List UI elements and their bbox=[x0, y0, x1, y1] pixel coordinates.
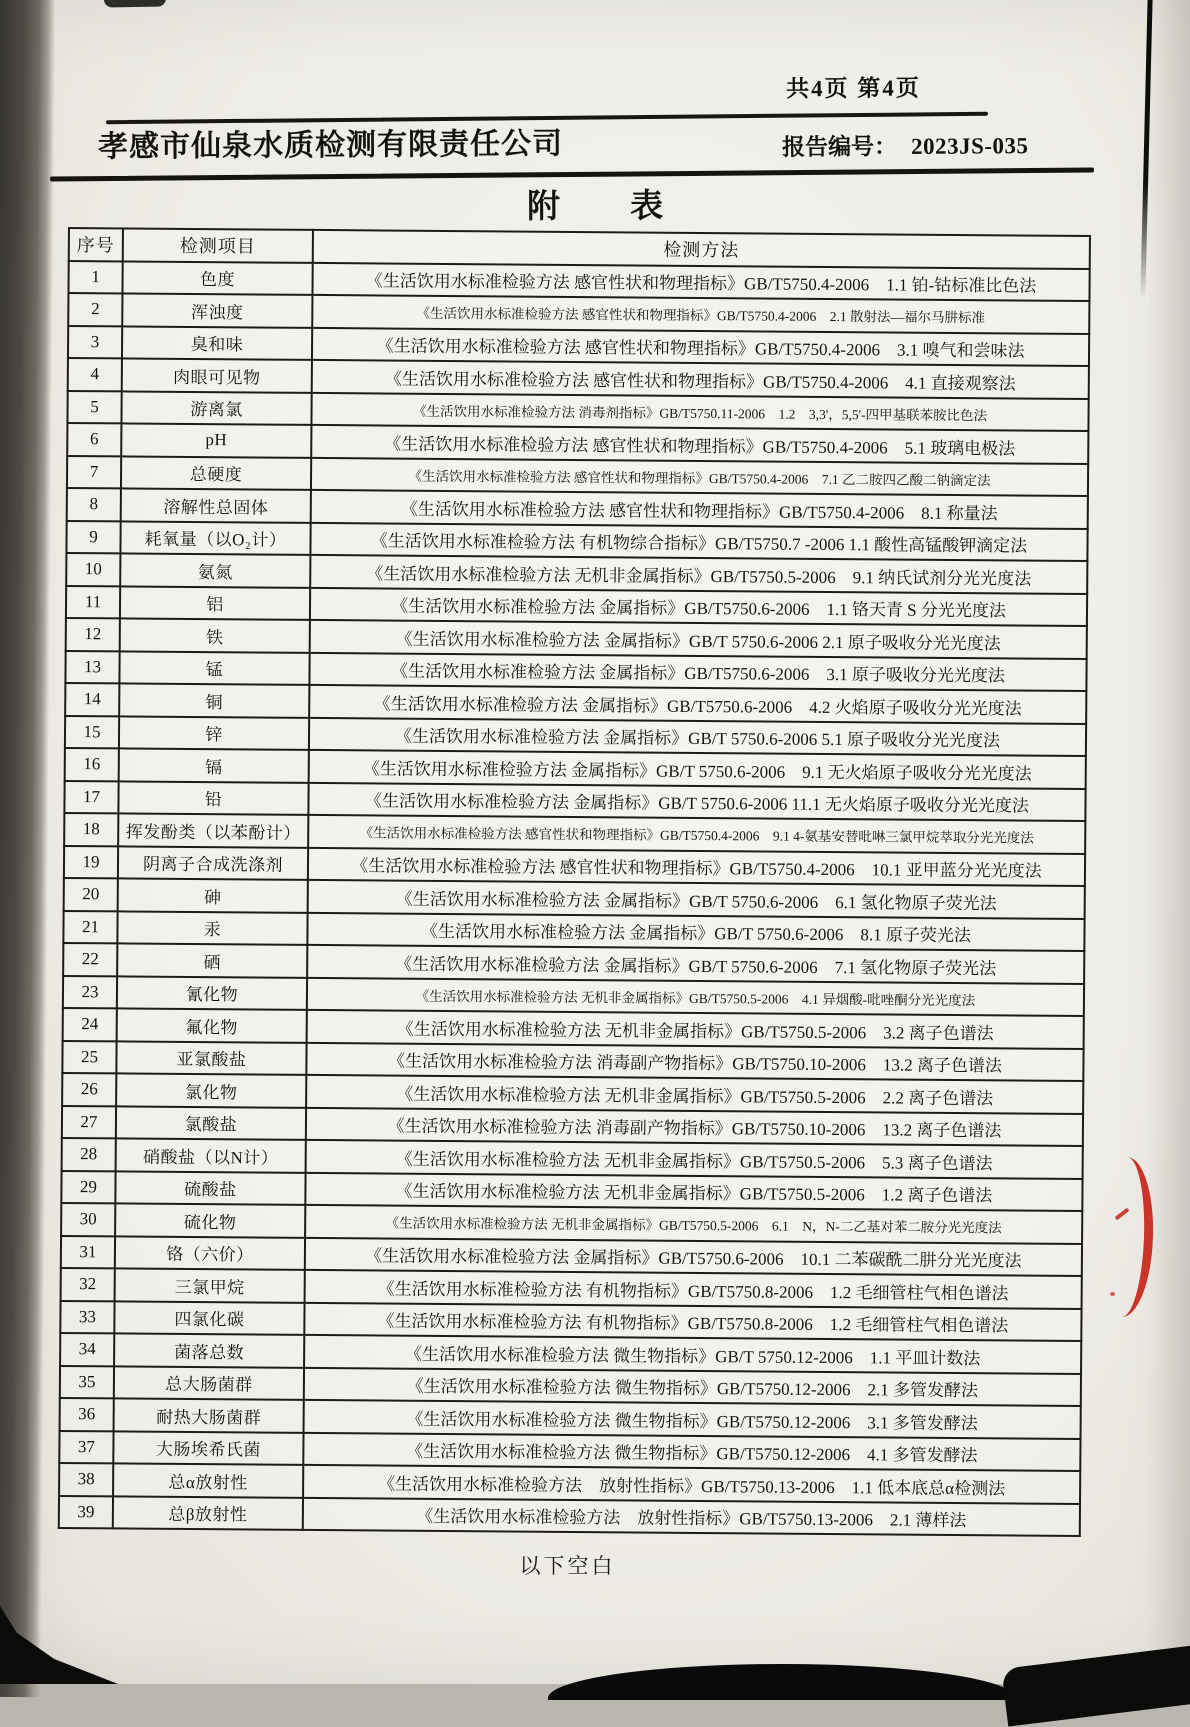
row-item: 铅 bbox=[118, 781, 308, 815]
row-item: 色度 bbox=[122, 261, 312, 295]
column-header-method: 检测方法 bbox=[313, 230, 1090, 269]
row-method: 《生活饮用水标准检验方法 消毒剂指标》GB/T5750.11-2006 1.2 3,3'，5,5'-四甲基联苯胺比色法 bbox=[311, 392, 1088, 431]
row-item: 菌落总数 bbox=[114, 1333, 304, 1367]
red-ink-dot bbox=[1110, 1292, 1115, 1296]
row-number: 6 bbox=[67, 423, 121, 456]
row-method: 《生活饮用水标准检验方法 放射性指标》GB/T5750.13-2006 2.1 薄样法 bbox=[303, 1497, 1080, 1536]
row-item: 硝酸盐（以N计） bbox=[116, 1138, 306, 1172]
row-item: 三氯甲烷 bbox=[115, 1268, 305, 1302]
row-method: 《生活饮用水标准检验方法 有机物指标》GB/T5750.8-2006 1.2 毛细管柱气相色谱法 bbox=[304, 1302, 1081, 1341]
row-method: 《生活饮用水标准检验方法 感官性状和物理指标》GB/T5750.4-2006 8.1 称量法 bbox=[311, 490, 1088, 529]
row-number: 28 bbox=[62, 1138, 116, 1171]
row-item: 铬（六价） bbox=[115, 1236, 305, 1270]
row-method: 《生活饮用水标准检验方法 无机非金属指标》GB/T5750.5-2006 9.1 纳氏试剂分光光度法 bbox=[310, 555, 1087, 594]
row-item: 氨氮 bbox=[120, 553, 310, 587]
row-number: 24 bbox=[63, 1008, 117, 1041]
row-method: 《生活饮用水标准检验方法 感官性状和物理指标》GB/T5750.4-2006 2.1 散射法—福尔马肼标准 bbox=[312, 295, 1089, 334]
row-method: 《生活饮用水标准检验方法 微生物指标》GB/T5750.12-2006 2.1 多管发酵法 bbox=[304, 1367, 1081, 1406]
row-item: 硒 bbox=[117, 943, 307, 977]
row-item: 耐热大肠菌群 bbox=[114, 1398, 304, 1432]
row-method: 《生活饮用水标准检验方法 感官性状和物理指标》GB/T5750.4-2006 4.1 直接观察法 bbox=[312, 360, 1089, 399]
row-method: 《生活饮用水标准检验方法 无机非金属指标》GB/T5750.5-2006 6.1 N，N-二乙基对苯二胺分光光度法 bbox=[305, 1205, 1082, 1244]
page-title: 附表 bbox=[526, 188, 734, 226]
row-method: 《生活饮用水标准检验方法 感官性状和物理指标》GB/T5750.4-2006 9.1 4-氨基安替吡啉三氯甲烷萃取分光光度法 bbox=[308, 815, 1085, 854]
row-number: 3 bbox=[68, 326, 122, 359]
row-number: 23 bbox=[63, 975, 117, 1008]
row-number: 34 bbox=[60, 1333, 114, 1366]
row-item: 铜 bbox=[119, 683, 309, 717]
row-method: 《生活饮用水标准检验方法 金属指标》GB/T5750.6-2006 3.1 原子吸收分光光度法 bbox=[309, 652, 1086, 691]
row-item: 砷 bbox=[118, 878, 308, 912]
row-method: 《生活饮用水标准检验方法 金属指标》GB/T 5750.6-2006 8.1 原子荧光法 bbox=[307, 912, 1084, 951]
footer-blank-note: 以下空白 bbox=[519, 1554, 616, 1578]
row-item: 四氯化碳 bbox=[114, 1301, 304, 1335]
row-number: 25 bbox=[62, 1040, 116, 1073]
row-method: 《生活饮用水标准检验方法 有机物指标》GB/T5750.8-2006 1.2 毛细管柱气相色谱法 bbox=[305, 1270, 1082, 1309]
row-item: 肉眼可见物 bbox=[122, 358, 312, 392]
row-item: 铁 bbox=[120, 618, 310, 652]
row-number: 10 bbox=[66, 553, 120, 586]
row-method: 《生活饮用水标准检验方法 金属指标》GB/T5750.6-2006 1.1 铬天青 S 分光光度法 bbox=[310, 587, 1087, 626]
methods-table-wrapper bbox=[58, 227, 1091, 1537]
methods-table bbox=[58, 227, 1091, 1537]
row-number: 18 bbox=[64, 813, 118, 846]
row-item: 挥发酚类（以苯酚计） bbox=[118, 813, 308, 847]
row-method: 《生活饮用水标准检验方法 金属指标》GB/T 5750.6-2006 11.1 无火焰原子吸收分光光度法 bbox=[308, 782, 1085, 821]
report-number-value: 2023JS-035 bbox=[910, 133, 1029, 159]
row-item: 硫酸盐 bbox=[115, 1171, 305, 1205]
row-number: 7 bbox=[67, 456, 121, 489]
row-number: 11 bbox=[66, 585, 120, 618]
row-method: 《生活饮用水标准检验方法 金属指标》GB/T 5750.6-2006 5.1 原子吸收分光光度法 bbox=[309, 717, 1086, 756]
row-item: 锰 bbox=[119, 651, 309, 685]
row-item: 氯酸盐 bbox=[116, 1106, 306, 1140]
row-method: 《生活饮用水标准检验方法 无机非金属指标》GB/T5750.5-2006 1.2 离子色谱法 bbox=[305, 1172, 1082, 1211]
row-method: 《生活饮用水标准检验方法 金属指标》GB/T 5750.6-2006 7.1 氢化物原子荧光法 bbox=[307, 945, 1084, 984]
row-item: 镉 bbox=[119, 748, 309, 782]
row-number: 15 bbox=[65, 715, 119, 748]
row-method: 《生活饮用水标准检验方法 无机非金属指标》GB/T5750.5-2006 5.3 离子色谱法 bbox=[306, 1140, 1083, 1179]
row-item: 溶解性总固体 bbox=[121, 488, 311, 522]
row-method: 《生活饮用水标准检验方法 金属指标》GB/T 5750.6-2006 2.1 原子吸收分光光度法 bbox=[310, 620, 1087, 659]
row-number: 17 bbox=[64, 780, 118, 813]
row-item: 总β放射性 bbox=[113, 1496, 303, 1530]
row-method: 《生活饮用水标准检验方法 感官性状和物理指标》GB/T5750.4-2006 3.1 嗅气和尝味法 bbox=[312, 327, 1089, 366]
row-item: 汞 bbox=[117, 911, 307, 945]
row-item: 浑浊度 bbox=[122, 293, 312, 327]
scan-right-margin-shade bbox=[1148, 0, 1190, 1684]
row-method: 《生活饮用水标准检验方法 感官性状和物理指标》GB/T5750.4-2006 7.1 乙二胺四乙酸二钠滴定法 bbox=[311, 457, 1088, 496]
row-method: 《生活饮用水标准检验方法 感官性状和物理指标》GB/T5750.4-2006 1.1 铂-钴标准比色法 bbox=[312, 262, 1089, 301]
row-number: 38 bbox=[59, 1463, 113, 1496]
row-number: 39 bbox=[59, 1495, 113, 1528]
page-count-label: 共4页 第4页 bbox=[785, 75, 921, 102]
row-number: 20 bbox=[64, 878, 118, 911]
report-number-line bbox=[782, 127, 1029, 162]
row-number: 29 bbox=[61, 1170, 115, 1203]
company-name: 孝感市仙泉水质检测有限责任公司 bbox=[97, 127, 564, 164]
row-method: 《生活饮用水标准检验方法 微生物指标》GB/T5750.12-2006 3.1 多管发酵法 bbox=[304, 1400, 1081, 1439]
row-method: 《生活饮用水标准检验方法 放射性指标》GB/T5750.13-2006 1.1 低本底总α检测法 bbox=[303, 1465, 1080, 1504]
row-item: 大肠埃希氏菌 bbox=[113, 1431, 303, 1465]
row-method: 《生活饮用水标准检验方法 消毒副产物指标》GB/T5750.10-2006 13.2 离子色谱法 bbox=[306, 1042, 1083, 1081]
row-method: 《生活饮用水标准检验方法 无机非金属指标》GB/T5750.5-2006 4.1 异烟酸-吡唑酮分光光度法 bbox=[307, 977, 1084, 1016]
row-method: 《生活饮用水标准检验方法 无机非金属指标》GB/T5750.5-2006 2.2 离子色谱法 bbox=[306, 1075, 1083, 1114]
row-number: 12 bbox=[66, 618, 120, 651]
row-item: 氯化物 bbox=[116, 1073, 306, 1107]
row-item: 总硬度 bbox=[121, 456, 311, 490]
row-item: 氰化物 bbox=[117, 976, 307, 1010]
row-number: 5 bbox=[67, 391, 121, 424]
row-number: 19 bbox=[64, 845, 118, 878]
scan-top-edge-mark bbox=[104, 0, 166, 8]
row-method: 《生活饮用水标准检验方法 金属指标》GB/T 5750.6-2006 9.1 无火焰原子吸收分光光度法 bbox=[309, 750, 1086, 789]
row-item: 臭和味 bbox=[122, 326, 312, 360]
row-item: 亚氯酸盐 bbox=[116, 1041, 306, 1075]
row-item: 耗氧量（以O₂计） bbox=[120, 521, 310, 555]
table-body bbox=[59, 261, 1090, 1536]
row-number: 31 bbox=[61, 1235, 115, 1268]
row-method: 《生活饮用水标准检验方法 感官性状和物理指标》GB/T5750.4-2006 10.1 亚甲蓝分光光度法 bbox=[308, 847, 1085, 886]
row-method: 《生活饮用水标准检验方法 感官性状和物理指标》GB/T5750.4-2006 5.1 玻璃电极法 bbox=[311, 425, 1088, 464]
row-item: pH bbox=[121, 423, 311, 457]
row-method: 《生活饮用水标准检验方法 无机非金属指标》GB/T5750.5-2006 3.2 离子色谱法 bbox=[307, 1010, 1084, 1049]
row-number: 22 bbox=[63, 943, 117, 976]
row-number: 9 bbox=[66, 520, 120, 553]
row-method: 《生活饮用水标准检验方法 金属指标》GB/T 5750.6-2006 6.1 氢化物原子荧光法 bbox=[308, 880, 1085, 919]
row-number: 26 bbox=[62, 1073, 116, 1106]
column-header-index: 序号 bbox=[69, 228, 123, 261]
row-number: 16 bbox=[65, 748, 119, 781]
row-method: 《生活饮用水标准检验方法 金属指标》GB/T5750.6-2006 4.2 火焰原子吸收分光光度法 bbox=[309, 685, 1086, 724]
row-number: 21 bbox=[63, 910, 117, 943]
report-number-label: 报告编号： bbox=[781, 134, 898, 160]
row-method: 《生活饮用水标准检验方法 微生物指标》GB/T 5750.12-2006 1.1 平皿计数法 bbox=[304, 1335, 1081, 1374]
row-item: 锌 bbox=[119, 716, 309, 750]
row-number: 1 bbox=[68, 261, 122, 294]
row-method: 《生活饮用水标准检验方法 有机物综合指标》GB/T5750.7 -2006 1.1 酸性高锰酸钾滴定法 bbox=[310, 522, 1087, 561]
row-number: 2 bbox=[68, 293, 122, 326]
row-number: 4 bbox=[68, 358, 122, 391]
row-number: 35 bbox=[60, 1365, 114, 1398]
row-number: 37 bbox=[59, 1430, 113, 1463]
table-row bbox=[59, 1495, 1080, 1536]
row-item: 硫化物 bbox=[115, 1203, 305, 1237]
row-number: 30 bbox=[61, 1203, 115, 1236]
row-number: 32 bbox=[61, 1268, 115, 1301]
row-item: 阴离子合成洗涤剂 bbox=[118, 846, 308, 880]
row-item: 铝 bbox=[120, 586, 310, 620]
row-number: 14 bbox=[65, 683, 119, 716]
row-number: 8 bbox=[67, 488, 121, 521]
row-number: 13 bbox=[65, 650, 119, 683]
row-item: 总大肠菌群 bbox=[114, 1366, 304, 1400]
row-method: 《生活饮用水标准检验方法 金属指标》GB/T5750.6-2006 10.1 二苯碳酰二肼分光光度法 bbox=[305, 1237, 1082, 1276]
row-method: 《生活饮用水标准检验方法 消毒副产物指标》GB/T5750.10-2006 13.2 离子色谱法 bbox=[306, 1107, 1083, 1146]
row-item: 氟化物 bbox=[117, 1008, 307, 1042]
row-number: 33 bbox=[60, 1300, 114, 1333]
column-header-item: 检测项目 bbox=[123, 228, 313, 262]
row-number: 27 bbox=[62, 1105, 116, 1138]
row-item: 总α放射性 bbox=[113, 1463, 303, 1497]
row-method: 《生活饮用水标准检验方法 微生物指标》GB/T5750.12-2006 4.1 多管发酵法 bbox=[303, 1432, 1080, 1471]
row-item: 游离氯 bbox=[121, 391, 311, 425]
row-number: 36 bbox=[60, 1398, 114, 1431]
